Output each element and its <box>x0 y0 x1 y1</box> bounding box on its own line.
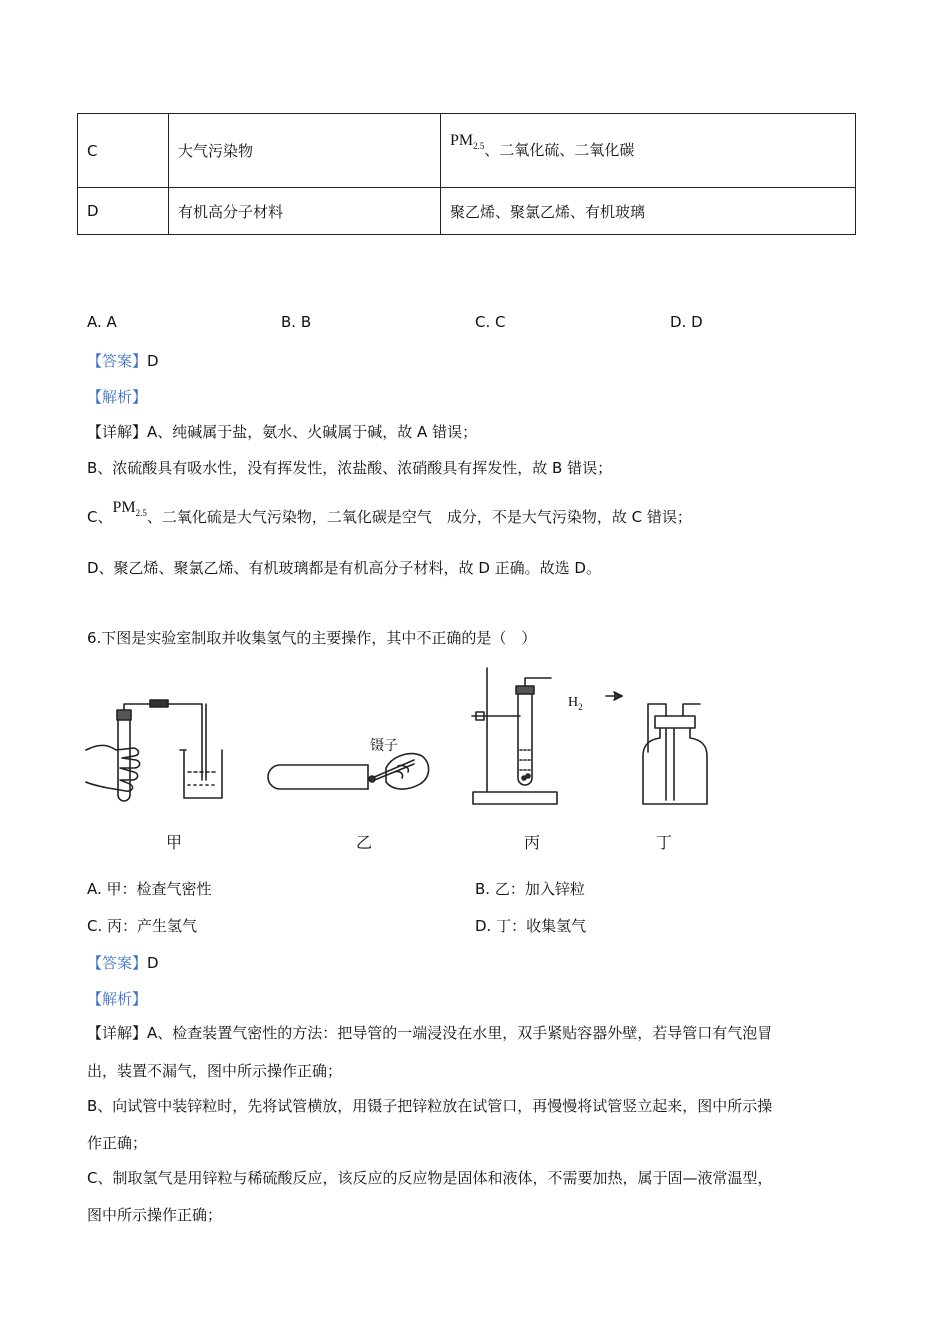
q6-detail-p1b: 出，装置不漏气，图中所示操作正确； <box>87 1062 343 1080</box>
table-row <box>78 188 856 235</box>
pm25-formula: $PM_{2.5}$ <box>112 499 147 519</box>
q5-option-a: A. A <box>87 313 117 331</box>
q6-answer: 【答案】D <box>87 954 159 972</box>
tweezers-label: 镊子 <box>370 739 398 754</box>
q5-detail-line4: D、聚乙烯、聚氯乙烯、有机玻璃都是有机高分子材料，故 D 正确。故选 D。 <box>87 559 601 577</box>
q6-option-b: B. 乙：加入锌粒 <box>475 880 585 898</box>
classification-table <box>77 113 856 235</box>
items-cell: 聚乙烯、聚氯乙烯、有机玻璃 <box>441 188 856 235</box>
q6-option-a: A. 甲：检查气密性 <box>87 880 212 898</box>
q5-detail-line1: 【详解】A、纯碱属于盐，氨水、火碱属于碱，故 A 错误； <box>87 423 478 441</box>
q5-detail-line2: B、浓硫酸具有吸水性，没有挥发性，浓盐酸、浓硝酸具有挥发性，故 B 错误； <box>87 459 613 477</box>
q6-option-d: D. 丁：收集氢气 <box>475 917 587 935</box>
figure-label-yi: 乙 <box>356 833 373 852</box>
generate-hydrogen-drawing <box>472 668 557 804</box>
category-cell: 大气污染物 <box>169 114 441 188</box>
items-cell: $PM_{2.5}$、二氧化硫、二氧化碳 <box>441 114 856 188</box>
q5-analysis-heading: 【解析】 <box>87 388 148 406</box>
q5-answer: 【答案】D <box>87 352 159 370</box>
airtightness-check-drawing <box>86 700 222 801</box>
q5-option-c: C. C <box>475 313 506 331</box>
q5-option-d: D. D <box>670 313 703 331</box>
q6-detail-p3b: 图中所示操作正确； <box>87 1206 223 1224</box>
option-cell: D <box>78 188 169 235</box>
q6-option-c: C. 丙：产生氢气 <box>87 917 198 935</box>
q6-detail-p2a: B、向试管中装锌粒时，先将试管横放，用镊子把锌粒放在试管口，再慢慢将试管竖立起来，图中所示操 <box>87 1097 773 1115</box>
option-cell: C <box>78 114 169 188</box>
q5-option-b: B. B <box>281 313 312 331</box>
collect-hydrogen-drawing <box>606 692 707 804</box>
q6-analysis-heading: 【解析】 <box>87 990 148 1008</box>
pm25-formula: $PM_{2.5}$ <box>450 132 485 152</box>
q6-detail-p3a: C、制取氢气是用锌粒与稀硫酸反应，该反应的反应物是固体和液体，不需要加热，属于固—液常温型， <box>87 1169 773 1187</box>
category-cell: 有机高分子材料 <box>169 188 441 235</box>
figure-label-bing: 丙 <box>524 833 541 852</box>
add-zinc-drawing <box>268 754 429 789</box>
q5-detail-line3: C、$PM_{2.5}$、二氧化硫是大气污染物，二氧化碳是空气 成分，不是大气污染物，故 C 错误； <box>87 499 692 526</box>
q6-detail-p1a: 【详解】A、检查装置气密性的方法：把导管的一端浸没在水里，双手紧贴容器外壁，若导管口有气泡冒 <box>87 1024 773 1042</box>
table-row <box>78 114 856 188</box>
q6-detail-p2b: 作正确； <box>87 1134 148 1152</box>
figure-label-jia: 甲 <box>166 833 183 852</box>
q6-stem: 6.下图是实验室制取并收集氢气的主要操作，其中不正确的是（ ） <box>87 629 537 647</box>
h2-label: $H_2$ <box>568 695 583 712</box>
figure-label-ding: 丁 <box>656 833 673 852</box>
